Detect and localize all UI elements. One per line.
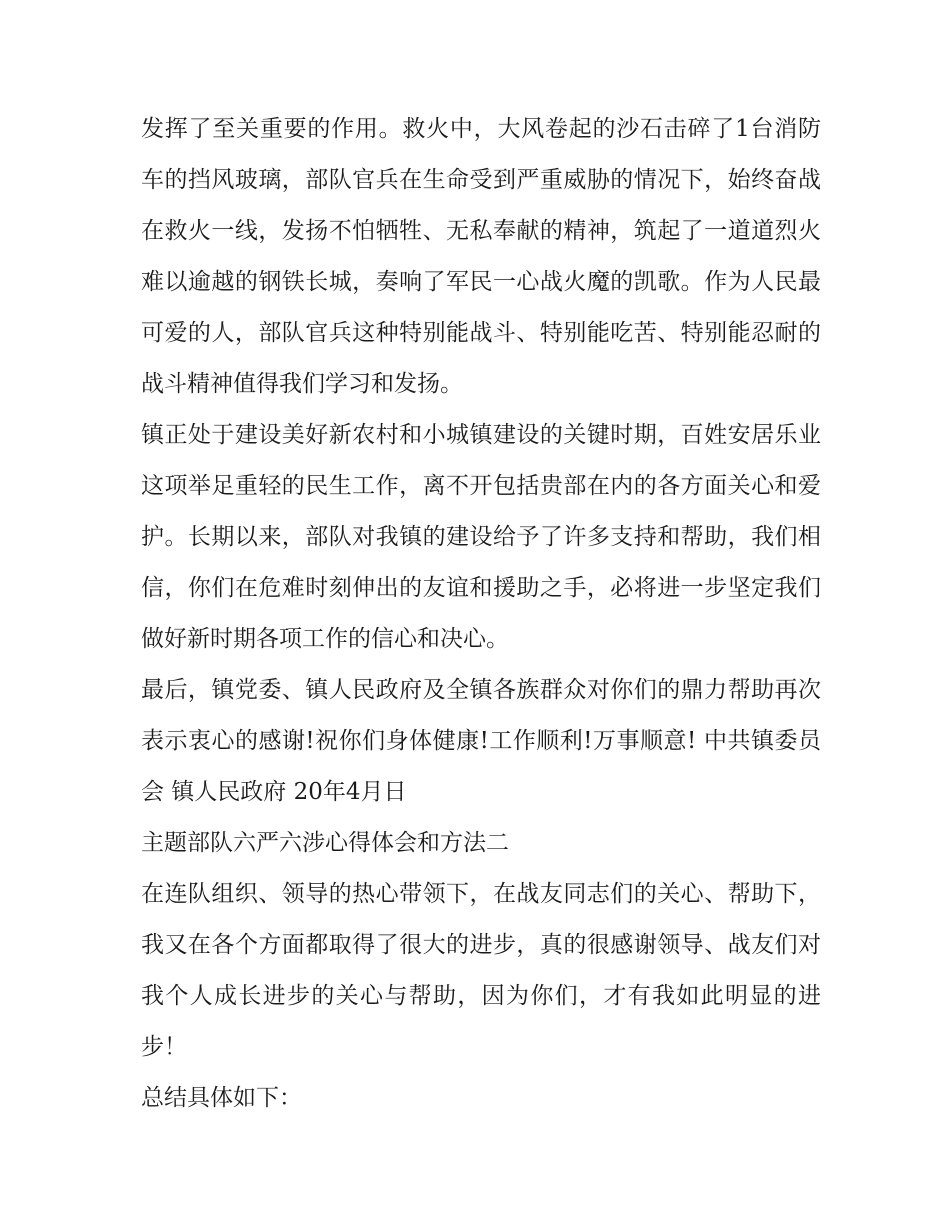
paragraph-fire-rescue: 发挥了至关重要的作用。救火中，大风卷起的沙石击碎了1台消防车的挡风玻璃，部队官兵在生命受到严重威胁的情况下，始终奋战在救火一线，发扬不怕牺牲、无私奉献的精神，筑起了一道道烈火难以逾越的钢铁长城，奏响了军民一心战火魔的凯歌。作为人民最可爱的人，部队官兵这种特别能战斗、特别能吃苦、特别能忍耐的战斗精神值得我们学习和发扬。 bbox=[141, 116, 821, 397]
paragraph-town-construction: 镇正处于建设美好新农村和小城镇建设的关键时期，百姓安居乐业这项举足重轻的民生工作，离不开包括贵部在内的各方面关心和爱护。长期以来，部队对我镇的建设给予了许多支持和帮助，我们相信，你们在危难时刻伸出的友谊和援助之手，必将进一步坚定我们做好新时期各项工作的信心和决心。 bbox=[141, 422, 821, 652]
paragraph-progress: 在连队组织、领导的热心带领下，在战友同志们的关心、帮助下，我又在各个方面都取得了很大的进步，真的很感谢领导、战友们对我个人成长进步的关心与帮助，因为你们，才有我如此明显的进步！ bbox=[141, 881, 821, 1060]
section-heading: 主题部队六严六涉心得体会和方法二 bbox=[141, 830, 509, 856]
paragraph-closing-thanks: 最后，镇党委、镇人民政府及全镇各族群众对你们的鼎力帮助再次表示衷心的感谢!祝你们身体健康!工作顺利!万事顺意! 中共镇委员会 镇人民政府 20年4月日 bbox=[141, 677, 821, 805]
document-body bbox=[141, 104, 821, 1124]
paragraph-summary-intro: 总结具体如下： bbox=[141, 1085, 302, 1111]
